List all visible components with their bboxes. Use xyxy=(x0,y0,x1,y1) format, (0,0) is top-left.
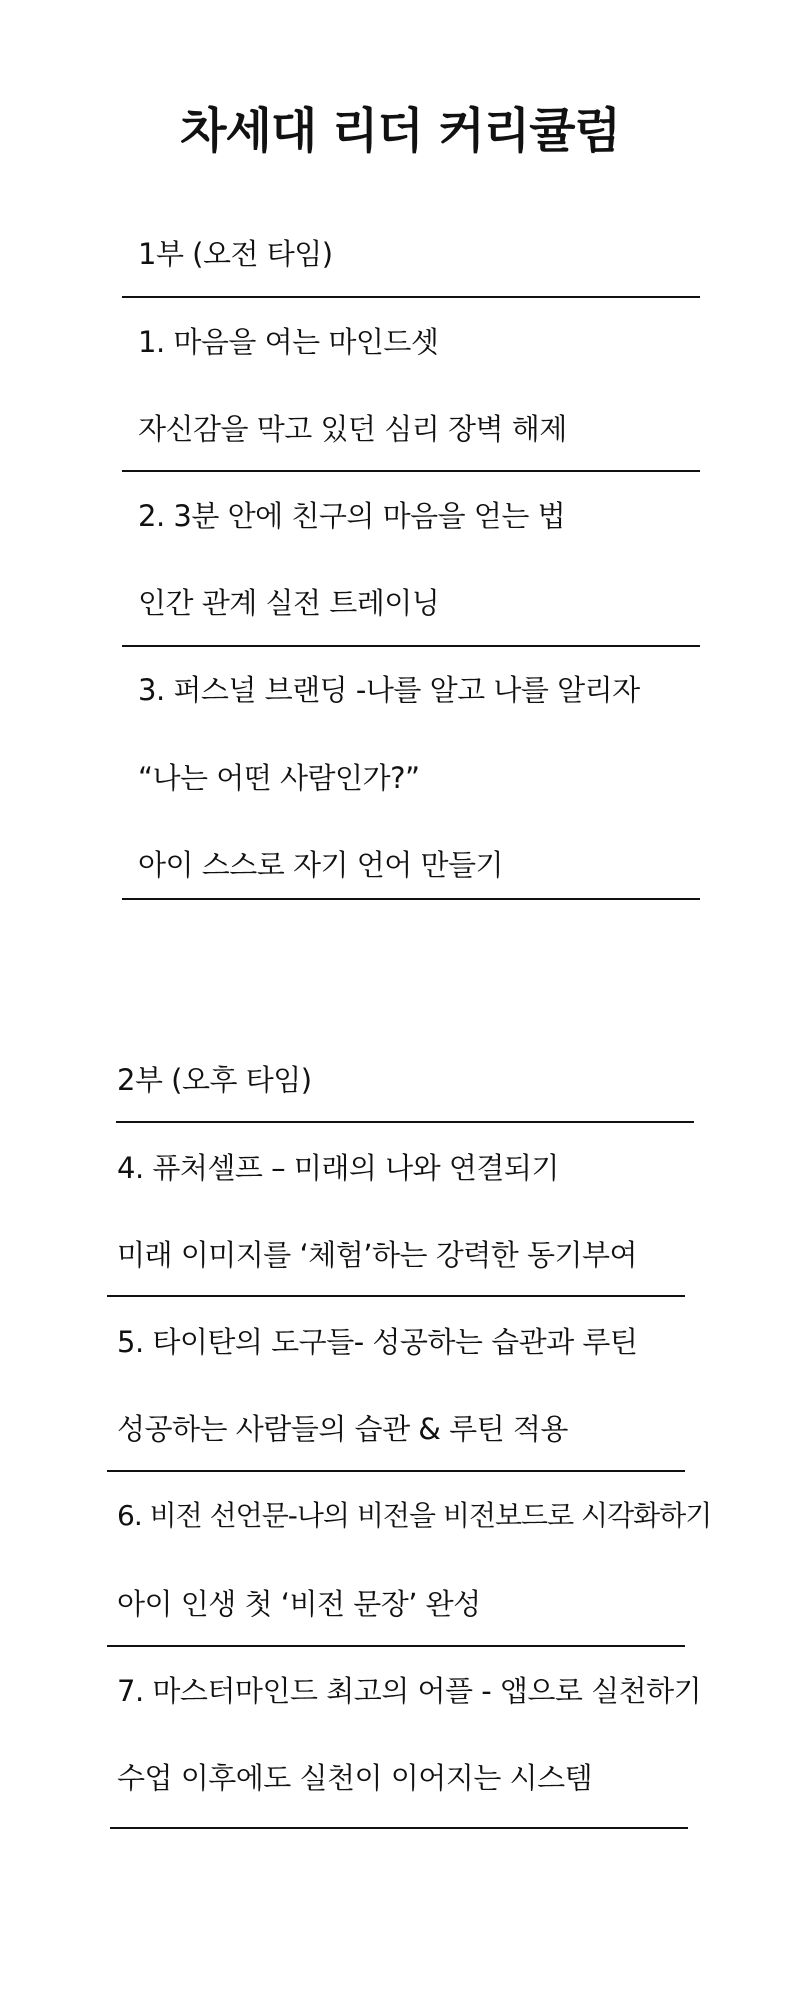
item-7-subtitle: 수업 이후에도 실천이 이어지는 시스템 xyxy=(117,1761,593,1795)
item-6-subtitle: 아이 인생 첫 ‘비전 문장’ 완성 xyxy=(117,1587,481,1621)
page-title: 차세대 리더 커리큘럼 xyxy=(180,103,620,159)
item-7-divider xyxy=(110,1827,688,1829)
item-2-title: 2. 3분 안에 친구의 마음을 얻는 법 xyxy=(138,499,566,533)
part2-label: 2부 (오후 타임) xyxy=(117,1063,312,1097)
item-1-subtitle: 자신감을 막고 있던 심리 장벽 해제 xyxy=(138,412,567,446)
item-2-subtitle: 인간 관계 실전 트레이닝 xyxy=(138,586,440,620)
item-3-title: 3. 퍼스널 브랜딩 -나를 알고 나를 알리자 xyxy=(138,673,640,707)
part1-label: 1부 (오전 타임) xyxy=(138,237,333,271)
item-6-divider xyxy=(107,1645,685,1647)
item-4-divider xyxy=(107,1295,685,1297)
item-1-divider xyxy=(122,470,700,472)
item-3-divider xyxy=(122,898,700,900)
item-5-divider xyxy=(107,1470,685,1472)
item-1-title: 1. 마음을 여는 마인드셋 xyxy=(138,325,439,359)
item-4-subtitle: 미래 이미지를 ‘체험’하는 강력한 동기부여 xyxy=(117,1238,638,1272)
item-2-divider xyxy=(122,645,700,647)
item-3-subtitle-2: 아이 스스로 자기 언어 만들기 xyxy=(138,848,504,882)
item-5-subtitle: 성공하는 사람들의 습관 & 루틴 적용 xyxy=(117,1412,568,1446)
item-7-title: 7. 마스터마인드 최고의 어플 - 앱으로 실천하기 xyxy=(117,1674,702,1708)
item-6-title: 6. 비전 선언문-나의 비전을 비전보드로 시각화하기 xyxy=(117,1499,712,1532)
part2-header-divider xyxy=(116,1121,694,1123)
item-5-title: 5. 타이탄의 도구들- 성공하는 습관과 루틴 xyxy=(117,1325,638,1359)
item-3-subtitle-1: “나는 어떤 사람인가?” xyxy=(138,761,420,795)
item-4-title: 4. 퓨처셀프 – 미래의 나와 연결되기 xyxy=(117,1151,559,1185)
part1-header-divider xyxy=(122,296,700,298)
